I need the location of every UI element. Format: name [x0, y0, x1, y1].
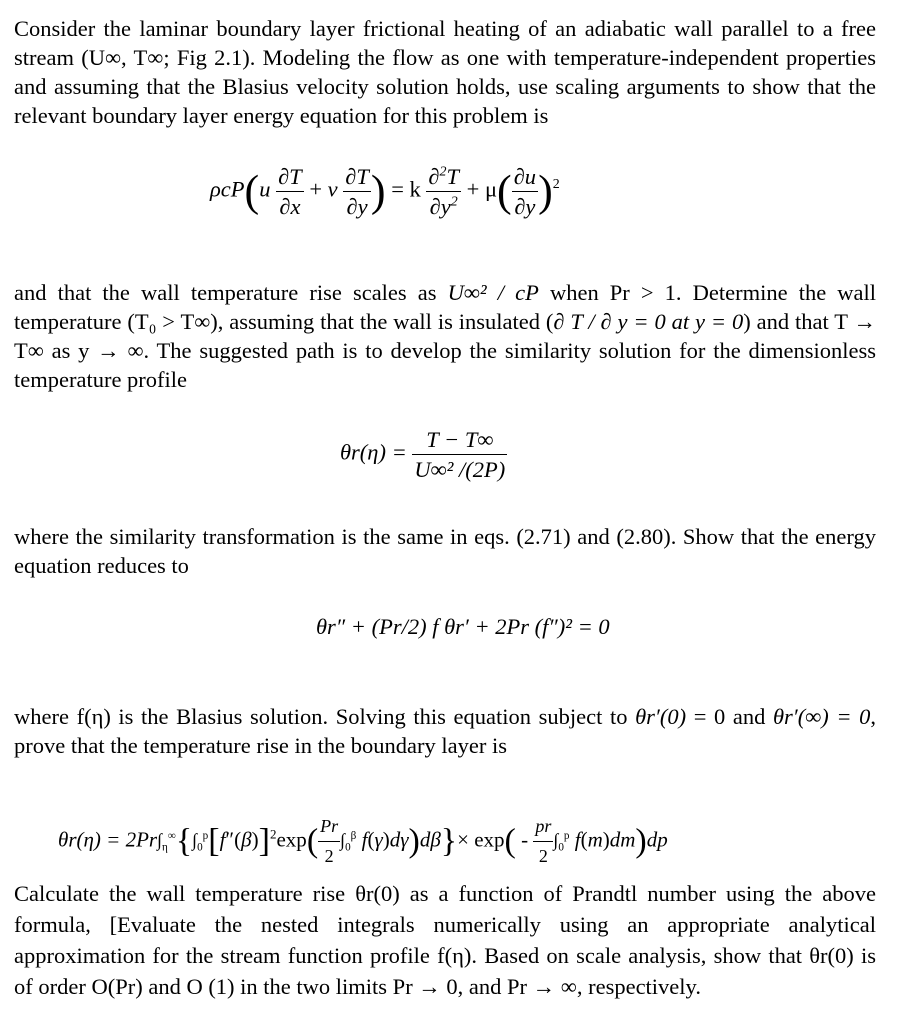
scaling-text-d: ) and that T → T∞ as y → ∞. The suggested path is to develop the similarity solution for the dimensionless temperature profile — [14, 309, 876, 392]
paragraph-task — [14, 878, 876, 1002]
similarity-text: where the similarity transformation is the same in eqs. (2.71) and (2.80). Show that the energy equation reduces to — [14, 524, 876, 578]
energy-rhs: = k — [391, 176, 421, 202]
ode-equation — [316, 612, 610, 641]
boundary-condition-infinity: θr′(∞) = 0 — [772, 704, 871, 729]
scale-expression: U∞² / cP — [447, 280, 539, 305]
paragraph-intro — [14, 14, 876, 130]
theta-denominator: U∞² /(2P) — [412, 454, 507, 484]
paragraph-similarity — [14, 522, 876, 580]
scaling-text-b: when Pr > 1. Determine the wall temperature (T₀ > T∞), assuming that the wall is insulated ( — [14, 280, 877, 334]
theta-numerator: T − T∞ — [426, 427, 494, 452]
task-text: Calculate the wall temperature rise θr(0) as a function of Prandtl number using the above formula, [Evaluate the nested integrals numerically using an appropriate analytical approximation for the stream function profile f(η). Based on scale analysis, show that θr(0) is of order O(Pr) and O (1) in the two limits Pr → 0, and Pr → ∞, respectively. — [14, 881, 876, 999]
paragraph-scaling — [14, 278, 876, 394]
intro-text: Consider the laminar boundary layer frictional heating of an adiabatic wall parallel to a free stream (U∞, T∞; Fig 2.1). Modeling the flow as one with temperature-independent properties and assuming that the Blasius velocity solution holds, use scaling arguments to show that the relevant boundary layer energy equation for this problem is — [14, 16, 876, 128]
boundary-condition-wall: ∂ T / ∂ y = 0 at y = 0 — [553, 309, 744, 334]
solution-lhs: θr(η) = 2Pr — [58, 827, 158, 852]
exp-label-1: exp — [276, 827, 307, 852]
solution-text-a: where f(η) is the Blasius solution. Solving this equation subject to — [14, 704, 628, 729]
theta-lhs: θr(η) = — [340, 439, 407, 465]
boundary-condition-zero: θr′(0) — [635, 704, 687, 729]
paragraph-solution — [14, 702, 876, 760]
energy-equation: ρcP(u $\frac{\partial T}{\partial x}$ + v $\frac{\partial T}{\partial y}$ ) = k $\frac{\partial^2T}{\partial y^2}$ + μ( $\frac{\partial u}{\partial y}$ )$^2$ — [210, 164, 560, 219]
exp-label-2: × exp — [457, 827, 505, 852]
energy-lhs: ρcP — [210, 176, 245, 202]
ode-text: θr″ + (Pr/2) f θr′ + 2Pr (f″)² = 0 — [316, 614, 610, 639]
theta-definition — [340, 425, 507, 484]
solution-equation: $\theta r(\eta) = 2Pr\int_\eta^\infty\{\int_0^p[f''(\beta)]^2\exp$( $\frac{Pr}{2}$ $\int_0^\beta$ f(γ)dγ)dβ}× exp( - $\frac{pr}{2}$ $\int_0^p$ f(m)dm)dp — [58, 812, 668, 871]
solution-text-c: , prove that the temperature rise in the boundary layer is — [14, 704, 877, 758]
scaling-text-a: and that the wall temperature rise scales as — [14, 280, 437, 305]
solution-text-b: = 0 and — [693, 704, 766, 729]
